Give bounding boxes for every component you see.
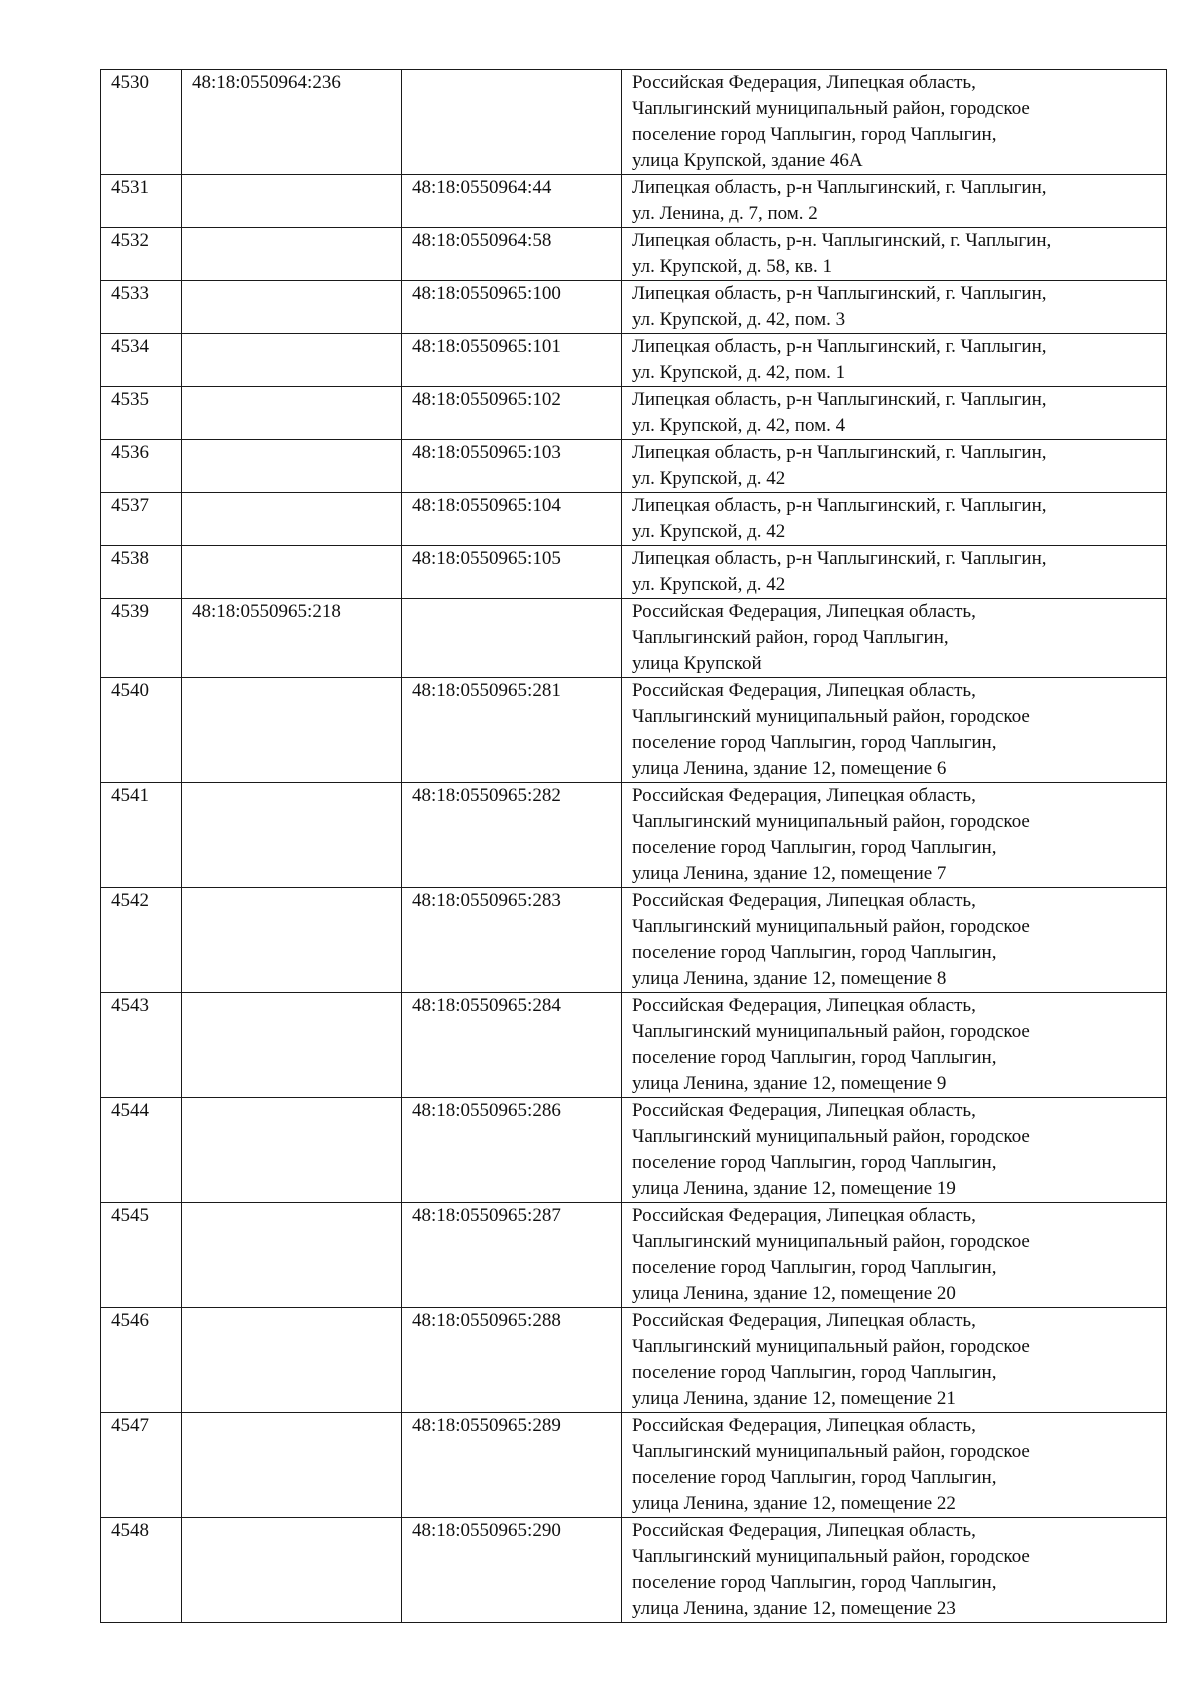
table-row (101, 993, 1167, 1098)
land-parcel-number-cell (182, 783, 402, 888)
address-cell: Российская Федерация, Липецкая область, Чаплыгинский муниципальный район, городское поселение город Чаплыгин, город Чаплыгин, улица Ленина, здание 12, помещение 21 (622, 1308, 1167, 1413)
row-number-cell: 4540 (101, 678, 182, 783)
row-number-cell: 4535 (101, 387, 182, 440)
cadastral-registry-table (100, 69, 1167, 1623)
table-row (101, 546, 1167, 599)
land-parcel-number-cell (182, 1203, 402, 1308)
land-parcel-number-cell (182, 678, 402, 783)
land-parcel-number-cell (182, 281, 402, 334)
address-cell: Липецкая область, р-н Чаплыгинский, г. Чаплыгин, ул. Крупской, д. 42 (622, 493, 1167, 546)
table-row (101, 70, 1167, 175)
row-number-cell: 4548 (101, 1518, 182, 1623)
table-row (101, 1413, 1167, 1518)
land-parcel-number-cell (182, 993, 402, 1098)
land-parcel-number-cell (182, 546, 402, 599)
row-number-cell: 4538 (101, 546, 182, 599)
land-parcel-number-cell (182, 175, 402, 228)
address-cell: Российская Федерация, Липецкая область, Чаплыгинский муниципальный район, городское поселение город Чаплыгин, город Чаплыгин, улица Ленина, здание 12, помещение 7 (622, 783, 1167, 888)
row-number-cell: 4531 (101, 175, 182, 228)
address-cell: Российская Федерация, Липецкая область, Чаплыгинский муниципальный район, городское поселение город Чаплыгин, город Чаплыгин, улица Ленина, здание 12, помещение 23 (622, 1518, 1167, 1623)
address-cell: Липецкая область, р-н Чаплыгинский, г. Чаплыгин, ул. Крупской, д. 42 (622, 546, 1167, 599)
object-number-cell: 48:18:0550964:44 (402, 175, 622, 228)
object-number-cell: 48:18:0550965:286 (402, 1098, 622, 1203)
object-number-cell: 48:18:0550965:104 (402, 493, 622, 546)
row-number-cell: 4534 (101, 334, 182, 387)
address-cell: Липецкая область, р-н. Чаплыгинский, г. Чаплыгин, ул. Крупской, д. 58, кв. 1 (622, 228, 1167, 281)
row-number-cell: 4537 (101, 493, 182, 546)
table-row (101, 1098, 1167, 1203)
table-row (101, 334, 1167, 387)
land-parcel-number-cell (182, 334, 402, 387)
object-number-cell: 48:18:0550965:102 (402, 387, 622, 440)
address-cell: Липецкая область, р-н Чаплыгинский, г. Чаплыгин, ул. Крупской, д. 42, пом. 1 (622, 334, 1167, 387)
row-number-cell: 4547 (101, 1413, 182, 1518)
land-parcel-number-cell (182, 387, 402, 440)
address-cell: Российская Федерация, Липецкая область, Чаплыгинский муниципальный район, городское поселение город Чаплыгин, город Чаплыгин, улица Ленина, здание 12, помещение 6 (622, 678, 1167, 783)
address-cell: Российская Федерация, Липецкая область, Чаплыгинский муниципальный район, городское поселение город Чаплыгин, город Чаплыгин, улица Ленина, здание 12, помещение 8 (622, 888, 1167, 993)
land-parcel-number-cell (182, 1413, 402, 1518)
table-row (101, 281, 1167, 334)
land-parcel-number-cell (182, 1308, 402, 1413)
table-row (101, 678, 1167, 783)
object-number-cell: 48:18:0550964:58 (402, 228, 622, 281)
object-number-cell: 48:18:0550965:281 (402, 678, 622, 783)
address-cell: Российская Федерация, Липецкая область, Чаплыгинский муниципальный район, городское поселение город Чаплыгин, город Чаплыгин, улица Ленина, здание 12, помещение 22 (622, 1413, 1167, 1518)
row-number-cell: 4544 (101, 1098, 182, 1203)
row-number-cell: 4543 (101, 993, 182, 1098)
table-row (101, 387, 1167, 440)
land-parcel-number-cell (182, 493, 402, 546)
object-number-cell: 48:18:0550965:282 (402, 783, 622, 888)
object-number-cell: 48:18:0550965:289 (402, 1413, 622, 1518)
address-cell: Липецкая область, р-н Чаплыгинский, г. Чаплыгин, ул. Ленина, д. 7, пом. 2 (622, 175, 1167, 228)
row-number-cell: 4532 (101, 228, 182, 281)
object-number-cell: 48:18:0550965:288 (402, 1308, 622, 1413)
object-number-cell: 48:18:0550965:283 (402, 888, 622, 993)
row-number-cell: 4542 (101, 888, 182, 993)
table-row (101, 1518, 1167, 1623)
row-number-cell: 4539 (101, 599, 182, 678)
table-row (101, 228, 1167, 281)
address-cell: Липецкая область, р-н Чаплыгинский, г. Чаплыгин, ул. Крупской, д. 42 (622, 440, 1167, 493)
land-parcel-number-cell: 48:18:0550965:218 (182, 599, 402, 678)
table-row (101, 783, 1167, 888)
row-number-cell: 4536 (101, 440, 182, 493)
land-parcel-number-cell (182, 440, 402, 493)
object-number-cell (402, 599, 622, 678)
land-parcel-number-cell (182, 1518, 402, 1623)
land-parcel-number-cell (182, 888, 402, 993)
table-row (101, 888, 1167, 993)
row-number-cell: 4545 (101, 1203, 182, 1308)
address-cell: Российская Федерация, Липецкая область, Чаплыгинский муниципальный район, городское поселение город Чаплыгин, город Чаплыгин, улица Ленина, здание 12, помещение 9 (622, 993, 1167, 1098)
registry-table-body (101, 70, 1167, 1623)
address-cell: Липецкая область, р-н Чаплыгинский, г. Чаплыгин, ул. Крупской, д. 42, пом. 3 (622, 281, 1167, 334)
address-cell: Российская Федерация, Липецкая область, Чаплыгинский муниципальный район, городское поселение город Чаплыгин, город Чаплыгин, улица Крупской, здание 46А (622, 70, 1167, 175)
land-parcel-number-cell: 48:18:0550964:236 (182, 70, 402, 175)
address-cell: Липецкая область, р-н Чаплыгинский, г. Чаплыгин, ул. Крупской, д. 42, пом. 4 (622, 387, 1167, 440)
table-row (101, 175, 1167, 228)
object-number-cell: 48:18:0550965:103 (402, 440, 622, 493)
address-cell: Российская Федерация, Липецкая область, Чаплыгинский муниципальный район, городское поселение город Чаплыгин, город Чаплыгин, улица Ленина, здание 12, помещение 20 (622, 1203, 1167, 1308)
table-row (101, 440, 1167, 493)
object-number-cell: 48:18:0550965:290 (402, 1518, 622, 1623)
object-number-cell: 48:18:0550965:284 (402, 993, 622, 1098)
object-number-cell: 48:18:0550965:101 (402, 334, 622, 387)
land-parcel-number-cell (182, 228, 402, 281)
object-number-cell: 48:18:0550965:287 (402, 1203, 622, 1308)
land-parcel-number-cell (182, 1098, 402, 1203)
table-row (101, 599, 1167, 678)
row-number-cell: 4530 (101, 70, 182, 175)
address-cell: Российская Федерация, Липецкая область, Чаплыгинский район, город Чаплыгин, улица Крупской (622, 599, 1167, 678)
row-number-cell: 4541 (101, 783, 182, 888)
table-row (101, 1203, 1167, 1308)
object-number-cell: 48:18:0550965:105 (402, 546, 622, 599)
row-number-cell: 4546 (101, 1308, 182, 1413)
address-cell: Российская Федерация, Липецкая область, Чаплыгинский муниципальный район, городское поселение город Чаплыгин, город Чаплыгин, улица Ленина, здание 12, помещение 19 (622, 1098, 1167, 1203)
table-row (101, 493, 1167, 546)
row-number-cell: 4533 (101, 281, 182, 334)
object-number-cell (402, 70, 622, 175)
table-row (101, 1308, 1167, 1413)
object-number-cell: 48:18:0550965:100 (402, 281, 622, 334)
